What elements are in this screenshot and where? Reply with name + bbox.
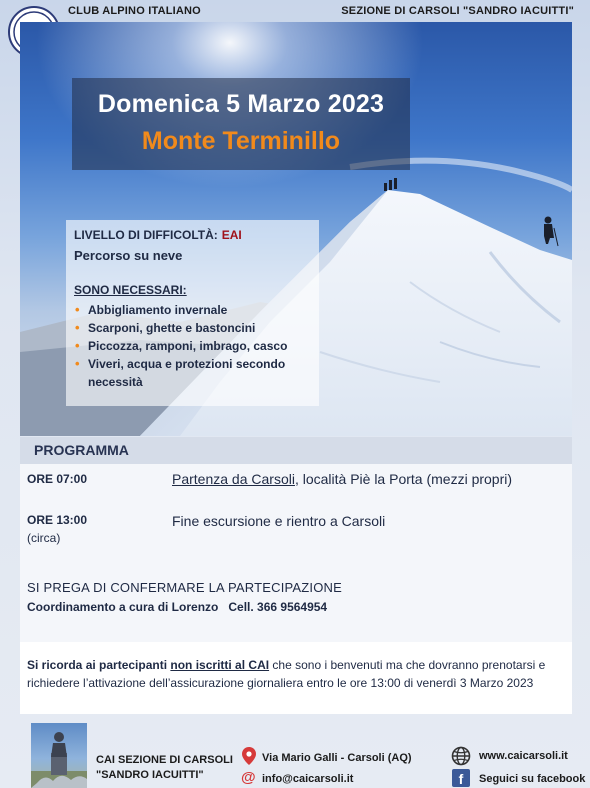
section-name: SEZIONE DI CARSOLI "SANDRO IACUITTI" [341, 5, 574, 17]
footer-org-line-1: CAI SEZIONE DI CARSOLI [96, 754, 233, 766]
coordinator-phone: Cell. 366 9564954 [228, 600, 328, 614]
route-description: Percorso su neve [74, 248, 183, 263]
needs-list [74, 301, 319, 391]
list-item: • Scarponi, ghette e bastoncini [74, 319, 319, 337]
programme-time-2: ORE 13:00 [27, 513, 88, 527]
list-item: • Piccozza, ramponi, imbrago, casco [74, 337, 319, 355]
footer-organisation [96, 753, 233, 783]
title-box [72, 78, 410, 170]
event-date: Domenica 5 Marzo 2023 [97, 90, 385, 118]
footer-monument-photo [31, 723, 87, 788]
facebook-icon[interactable]: f [452, 769, 470, 787]
programme-time-2-note: (circa) [27, 531, 61, 545]
footer-email-link[interactable]: info@caicarsoli.it [262, 773, 354, 785]
coordinator: Coordinamento a cura di Lorenzo [27, 600, 219, 614]
needs-title: SONO NECESSARI: [74, 283, 187, 297]
at-sign-icon: @ [241, 769, 256, 786]
club-name: CLUB ALPINO ITALIANO [68, 5, 201, 17]
programme-time-1: ORE 07:00 [27, 472, 88, 486]
event-place: Monte Terminillo [141, 127, 341, 155]
confirm-note: SI PREGA DI CONFERMARE LA PARTECIPAZIONE [27, 580, 343, 595]
difficulty-label: LIVELLO DI DIFFICOLTÀ: [74, 228, 218, 242]
departure-place: Partenza da Carsoli [172, 471, 295, 487]
footer-address: Via Mario Galli - Carsoli (AQ) [262, 752, 412, 764]
info-box [66, 220, 319, 406]
list-item: • Abbigliamento invernale [74, 301, 319, 319]
difficulty-value: EAI [221, 228, 242, 242]
departure-details: , località Piè la Porta (mezzi propri) [294, 471, 513, 487]
programme-body [20, 464, 572, 642]
location-pin-icon [242, 747, 256, 770]
footer-org-line-2: "SANDRO IACUITTI" [96, 769, 204, 781]
globe-icon [451, 746, 471, 771]
list-item: • Viveri, acqua e protezioni secondo necessità [74, 355, 319, 391]
footer-facebook-link[interactable]: Seguici su facebook [479, 773, 586, 785]
insurance-notice [20, 642, 572, 714]
notice-highlight: non iscritti al CAI [170, 658, 270, 672]
difficulty-line [74, 228, 319, 242]
coordination-line [27, 600, 327, 614]
notice-intro: Si ricorda ai partecipanti [27, 658, 168, 672]
programme-desc-1 [172, 471, 512, 487]
hero-photo [20, 22, 572, 436]
programme-title: PROGRAMMA [20, 437, 572, 464]
programme-desc-2: Fine escursione e rientro a Carsoli [172, 513, 386, 529]
footer-website-link[interactable]: www.caicarsoli.it [479, 750, 568, 762]
notice-body: che sono i benvenuti ma che dovranno prenotarsi e richiedere l’attivazione dell’assicurazione giornaliera entro le ore 13:00 di venerdì 3 Marzo 2023 [27, 658, 546, 690]
